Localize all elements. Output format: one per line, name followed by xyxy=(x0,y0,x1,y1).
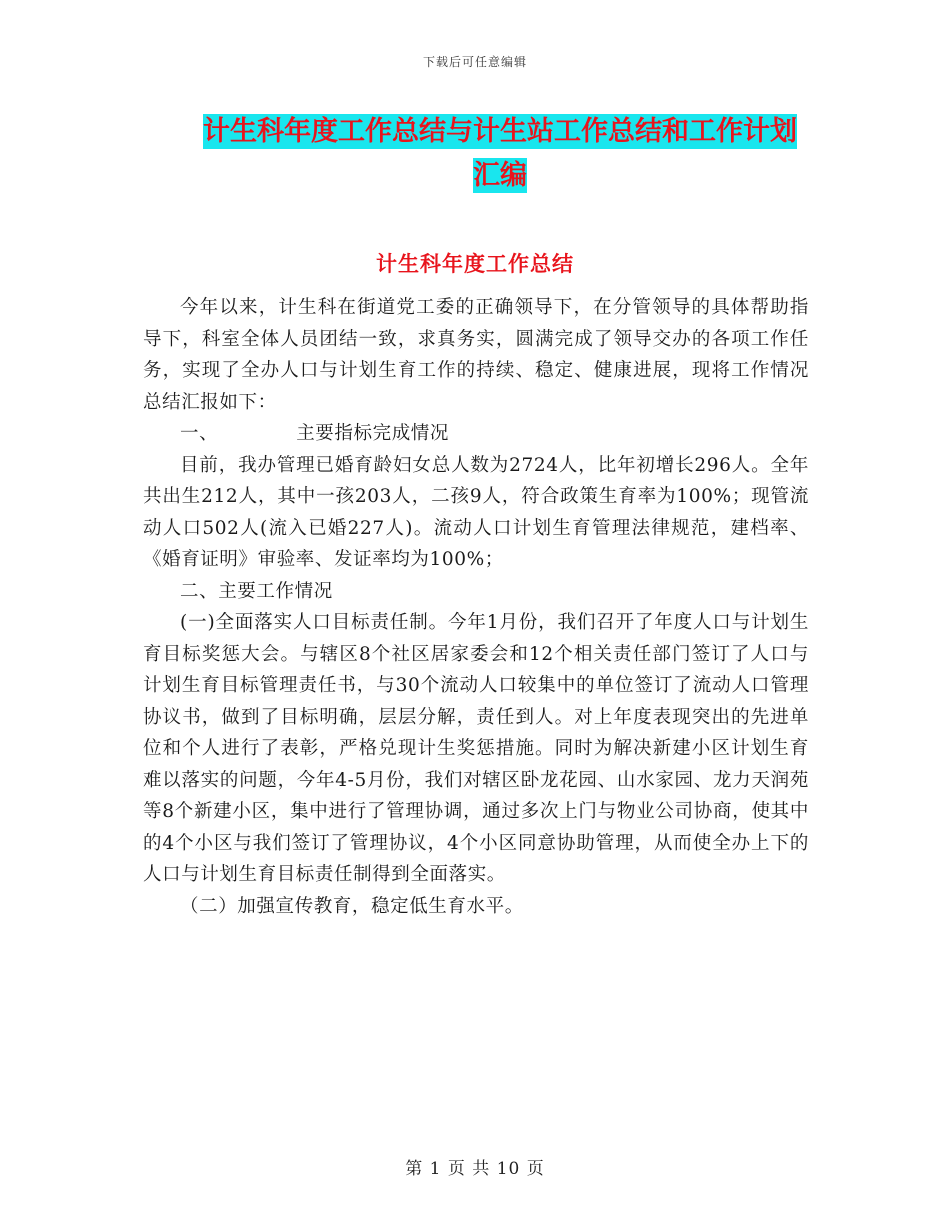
section-heading-1 xyxy=(143,418,809,450)
section-number-1: 一、 xyxy=(180,423,219,444)
paragraph-publicity: （二）加强宣传教育，稳定低生育水平。 xyxy=(180,895,524,917)
document-body xyxy=(143,292,809,922)
paragraph-intro: 今年以来，计生科在街道党工委的正确领导下，在分管领导的具体帮助指导下，科室全体人员团结一致，求真务实，圆满完成了领导交办的各项工作任务，实现了全办人口与计划生育工作的持续、稳定、健康进展，现将工作情况总结汇报如下： xyxy=(143,297,809,413)
section-heading: 计生科年度工作总结 xyxy=(376,252,574,276)
paragraph-indicators: 目前，我办管理已婚育龄妇女总人数为2724人，比年初增长296人。全年共出生212人，其中一孩203人，二孩9人，符合政策生育率为100%；现管流动人口502人(流入已婚227人)。流动人口计划生育管理法律规范，建档率、《婚育证明》审验率、发证率均为100%； xyxy=(143,454,809,570)
header-note: 下载后可任意编辑 xyxy=(422,55,527,69)
page-footer: 第 1 页 共 10 页 xyxy=(405,1159,545,1179)
paragraph-responsibility: (一)全面落实人口目标责任制。今年1月份，我们召开了年度人口与计划生育目标奖惩大会。与辖区8个社区居家委会和12个相关责任部门签订了人口与计划生育目标管理责任书，与30个流动人口较集中的单位签订了流动人口管理协议书，做到了目标明确，层层分解，责任到人。对上年度表现突出的先进单位和个人进行了表彰，严格兑现计生奖惩措施。同时为解决新建小区计划生育难以落实的问题，今年4-5月份，我们对辖区卧龙花园、山水家园、龙力天润苑等8个新建小区，集中进行了管理协调，通过多次上门与物业公司协商，使其中的4个小区与我们签订了管理协议，4个小区同意协助管理，从而使全办上下的人口与计划生育目标责任制得到全面落实。 xyxy=(143,612,809,885)
document-title xyxy=(190,110,810,198)
section-title-1: 主要指标完成情况 xyxy=(296,423,450,444)
title-highlight: 计生科年度工作总结与计生站工作总结和工作计划汇编 xyxy=(203,116,797,191)
section-heading-2: 二、主要工作情况 xyxy=(180,580,333,602)
